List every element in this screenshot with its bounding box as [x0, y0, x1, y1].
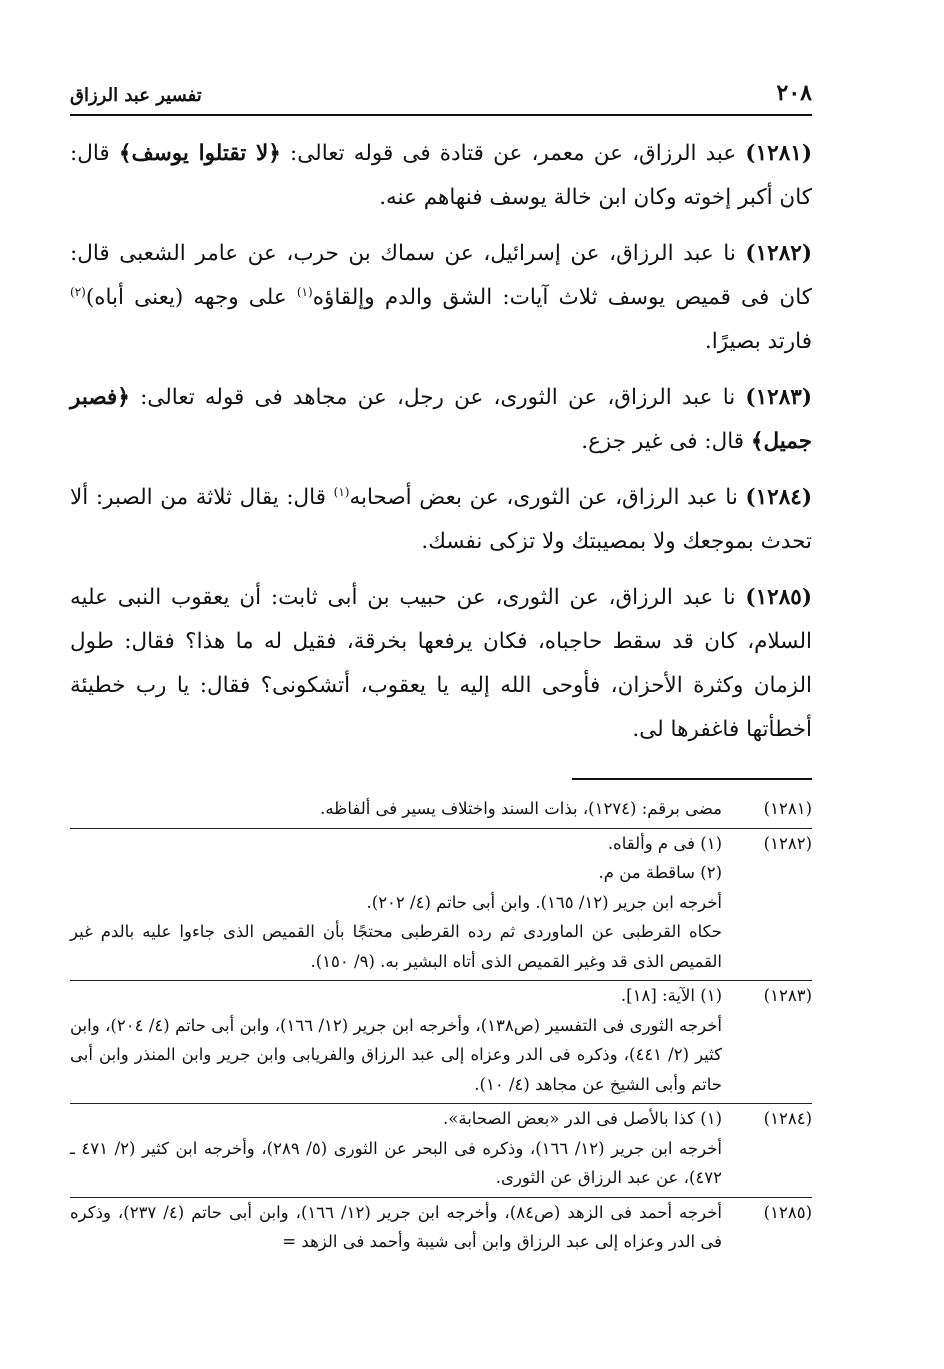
entry-text: نا عبد الرزاق، عن الثورى، عن بعض أصحابه [349, 485, 746, 510]
footnote-line: (١) الآية: [١٨]. [620, 986, 722, 1005]
footnote-label: (١٢٨١) [763, 799, 812, 818]
footnote-label: (١٢٨٢) [763, 833, 812, 853]
entry-text: فارتد بصيرًا. [704, 329, 812, 354]
footnote-line: مضى برقم: (١٢٧٤)، بذات السند واختلاف يسير فى ألفاظه. [320, 799, 722, 818]
footnote-label: (١٢٨٣) [763, 986, 812, 1005]
entry-text: قال: كان أكبر إخوته وكان ابن خالة يوسف فنهاهم عنه. [70, 141, 812, 210]
entry-text: نا عبد الرزاق، عن الثورى، عن حبيب بن أبى ثابت: أن يعقوب النبى عليه السلام، كان قد سقط حاجباه، فكان يرفعها بخرقة، فقيل له ما هذا؟ فقال: طول الزمان وكثرة الأحزان، فأوحى الله إليه يا يعقوب، أتشكونى؟ فقال: يا رب خطيئة أخطأتها فاغفرها لى. [70, 585, 812, 742]
page [70, 78, 812, 1261]
footnote-ref: (٢) [70, 284, 86, 299]
entry-number: (١٢٨١) [745, 141, 812, 166]
footnotes [70, 794, 812, 1261]
entry-1281 [70, 132, 812, 220]
quran-quote: ﴿فصبر جميل﴾ [70, 385, 812, 454]
footnote-line: (١) كذا بالأصل فى الدر «بعض الصحابة». [443, 1109, 722, 1128]
entry-text: نا عبد الرزاق، عن إسرائيل، عن سماك بن حرب، عن عامر الشعبى قال: كان فى قميص يوسف ثلاث آيات: الشق والدم وإلقاؤه [70, 241, 812, 310]
footnote-1281 [70, 794, 812, 828]
footnote-separator [572, 778, 812, 780]
footnote-line: أخرجه الثورى فى التفسير (ص١٣٨)، وأخرجه ابن جرير (١٢/ ١٦٦)، وابن أبى حاتم (٤/ ٢٠٤)، وابن كثير (٢/ ٤٤١)، وذكره فى الدر وعزاه إلى عبد الرزاق والفريابى وابن جرير وابن المنذر وابن أبى حاتم وأبى الشيخ عن مجاهد (٤/ ١٠). [70, 1015, 722, 1094]
entry-text: نا عبد الرزاق، عن الثورى، عن رجل، عن مجاهد فى قوله تعالى: [129, 385, 746, 410]
entry-number: (١٢٨٣) [745, 385, 812, 410]
entry-number: (١٢٨٥) [745, 585, 812, 610]
footnote-line: (١) فى م وألقاه. [607, 833, 722, 853]
footnote-1285 [70, 1197, 812, 1261]
entry-text: قال: فى غير جزع. [581, 429, 751, 454]
entry-text: على وجهه (يعنى أباه) [85, 285, 297, 310]
footnote-ref: (١) [296, 284, 313, 299]
footnote-line: أخرجه ابن جرير (١٢/ ١٦٦)، وذكره فى البحر عن الثورى (٥/ ٢٨٩)، وأخرجه ابن كثير (٢/ ٤٧١ ـ ٤٧٢)، عن عبد الرزاق عن الثورى. [70, 1138, 722, 1187]
footnote-label: (١٢٨٤) [763, 1109, 812, 1128]
footnote-label: (١٢٨٥) [763, 1202, 812, 1222]
footnote-line: (٢) ساقطة من م. [598, 863, 722, 882]
entry-text: عبد الرزاق، عن معمر، عن قتادة فى قوله تعالى: [280, 141, 746, 166]
quran-quote: ﴿لا تقتلوا يوسف﴾ [118, 141, 281, 166]
footnote-1283 [70, 980, 812, 1103]
footnote-1282 [70, 828, 812, 981]
entry-1285 [70, 576, 812, 752]
running-header [70, 78, 812, 116]
entry-number: (١٢٨٤) [745, 485, 813, 510]
entry-1282 [70, 232, 812, 364]
entry-number: (١٢٨٢) [745, 241, 812, 266]
footnote-line: أخرجه أحمد فى الزهد (ص٨٤)، وأخرجه ابن جرير (١٢/ ١٦٦)، وابن أبى حاتم (٤/ ٢٣٧)، وذكره فى الدر وعزاه إلى عبد الرزاق وابن أبى شيبة وأحمد فى الزهد = [70, 1202, 722, 1251]
book-title: تفسير عبد الرزاق [70, 85, 202, 106]
footnote-ref: (١) [333, 484, 350, 499]
entry-1283 [70, 376, 812, 464]
entries [70, 132, 812, 752]
entry-1284 [70, 476, 812, 564]
page-number: ٢٠٨ [776, 80, 812, 106]
footnote-1284 [70, 1103, 812, 1197]
footnote-line: أخرجه ابن جرير (١٢/ ١٦٥). وابن أبى حاتم (٤/ ٢٠٢). [366, 892, 722, 912]
entry-text: قال: يقال ثلاثة من الصبر: ألا تحدث بموجعك ولا بمصيبتك ولا تزكى نفسك. [70, 485, 812, 554]
footnote-line: حكاه القرطبى عن الماوردى ثم رده القرطبى محتجًا بأن القميص الذى جاءوا عليه بالدم غير القميص الذى قد وغير القميص الذى أتاه البشير به. (٩/ ١٥٠). [70, 922, 722, 971]
